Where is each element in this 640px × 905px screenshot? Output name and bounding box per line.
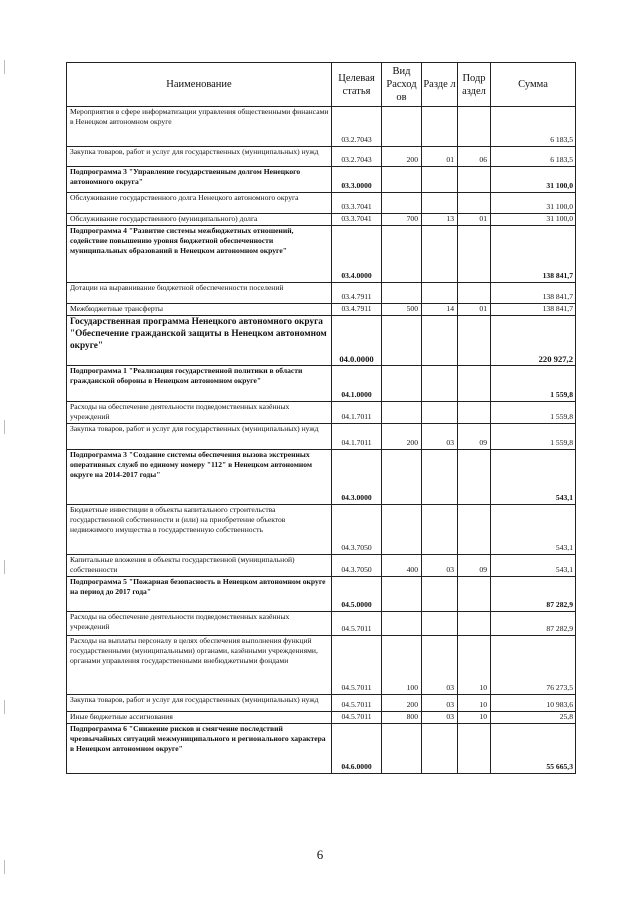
row-subsection xyxy=(458,316,491,366)
row-amount: 138 841,7 xyxy=(491,283,576,304)
row-name: Межбюджетные трансферты xyxy=(67,304,332,316)
row-section xyxy=(422,577,458,612)
row-name: Мероприятия в сфере информатизации управления общественными финансами в Ненецком автономном округе xyxy=(67,107,332,147)
row-target-article: 04.0.0000 xyxy=(332,316,382,366)
row-amount: 25,8 xyxy=(491,712,576,724)
row-name: Расходы на выплаты персоналу в целях обеспечения выполнения функций государственными (муниципальными) органами, казёнными учреждениями, органами управления государственными внебюджетными фондами xyxy=(67,636,332,695)
table-row xyxy=(67,107,576,147)
row-name: Обслуживание государственного (муниципального) долга xyxy=(67,214,332,226)
row-section xyxy=(422,366,458,402)
row-name: Закупка товаров, работ и услуг для государственных (муниципальных) нужд xyxy=(67,147,332,167)
row-name: Бюджетные инвестиции в объекты капитального строительства государственной собственности и (или) на приобретение объектов недвижимого имущества в государственную собственность xyxy=(67,505,332,555)
row-expense-kind xyxy=(382,226,422,283)
row-amount: 87 282,9 xyxy=(491,612,576,636)
row-amount: 543,1 xyxy=(491,450,576,505)
row-expense-kind xyxy=(382,167,422,193)
row-expense-kind xyxy=(382,283,422,304)
row-target-article: 04.3.7050 xyxy=(332,555,382,577)
row-expense-kind: 700 xyxy=(382,214,422,226)
row-amount: 6 183,5 xyxy=(491,107,576,147)
row-subsection: 10 xyxy=(458,636,491,695)
table-row xyxy=(67,636,576,695)
row-section: 03 xyxy=(422,636,458,695)
table-row xyxy=(67,283,576,304)
row-amount: 543,1 xyxy=(491,555,576,577)
row-name: Подпрограмма 3 "Создание системы обеспечения вызова экстренных оперативных служб по единому номеру "112" в Ненецком автономном округе на 2014-2017 годы" xyxy=(67,450,332,505)
row-section: 03 xyxy=(422,555,458,577)
header-section: Разде л xyxy=(422,63,458,107)
table-row xyxy=(67,724,576,774)
row-expense-kind xyxy=(382,505,422,555)
row-amount: 10 983,6 xyxy=(491,695,576,712)
row-name: Закупка товаров, работ и услуг для государственных (муниципальных) нужд xyxy=(67,695,332,712)
row-expense-kind xyxy=(382,577,422,612)
row-expense-kind: 800 xyxy=(382,712,422,724)
row-section xyxy=(422,612,458,636)
row-section xyxy=(422,283,458,304)
row-target-article: 04.3.7050 xyxy=(332,505,382,555)
table-row xyxy=(67,450,576,505)
row-target-article: 03.3.7041 xyxy=(332,214,382,226)
budget-table xyxy=(66,62,576,774)
row-subsection: 01 xyxy=(458,214,491,226)
table-row xyxy=(67,695,576,712)
row-subsection xyxy=(458,193,491,214)
table-row xyxy=(67,167,576,193)
row-target-article: 04.5.0000 xyxy=(332,577,382,612)
scan-edge-mark xyxy=(4,700,5,714)
row-target-article: 04.1.0000 xyxy=(332,366,382,402)
table-row xyxy=(67,366,576,402)
row-subsection: 01 xyxy=(458,304,491,316)
table-row xyxy=(67,316,576,366)
row-expense-kind: 200 xyxy=(382,147,422,167)
row-name: Подпрограмма 3 "Управление государственным долгом Ненецкого автономного округа" xyxy=(67,167,332,193)
row-target-article: 03.4.0000 xyxy=(332,226,382,283)
scan-edge-mark xyxy=(4,60,5,74)
row-amount: 6 183,5 xyxy=(491,147,576,167)
scan-edge-mark xyxy=(4,560,5,574)
row-subsection xyxy=(458,107,491,147)
table-row xyxy=(67,712,576,724)
table-row xyxy=(67,555,576,577)
row-target-article: 03.2.7043 xyxy=(332,147,382,167)
row-name: Иные бюджетные ассигнования xyxy=(67,712,332,724)
header-subsection: Подр аздел xyxy=(458,63,491,107)
row-amount: 220 927,2 xyxy=(491,316,576,366)
row-subsection xyxy=(458,505,491,555)
row-expense-kind xyxy=(382,612,422,636)
row-expense-kind xyxy=(382,402,422,424)
row-target-article: 03.2.7043 xyxy=(332,107,382,147)
table-row xyxy=(67,424,576,450)
row-expense-kind xyxy=(382,366,422,402)
row-expense-kind: 400 xyxy=(382,555,422,577)
row-expense-kind xyxy=(382,316,422,366)
header-name: Наименование xyxy=(67,63,332,107)
row-subsection: 10 xyxy=(458,712,491,724)
row-name: Обслуживание государственного долга Ненецкого автономного округа xyxy=(67,193,332,214)
row-subsection xyxy=(458,450,491,505)
row-name: Расходы на обеспечение деятельности подведомственных казённых учреждений xyxy=(67,612,332,636)
table-row xyxy=(67,577,576,612)
table-header-row xyxy=(67,63,576,107)
row-section xyxy=(422,226,458,283)
row-section xyxy=(422,402,458,424)
row-subsection: 10 xyxy=(458,695,491,712)
row-name: Закупка товаров, работ и услуг для государственных (муниципальных) нужд xyxy=(67,424,332,450)
row-amount: 76 273,5 xyxy=(491,636,576,695)
row-expense-kind: 500 xyxy=(382,304,422,316)
row-subsection xyxy=(458,283,491,304)
header-expense-kind: Вид Расход ов xyxy=(382,63,422,107)
row-section xyxy=(422,316,458,366)
row-target-article: 04.6.0000 xyxy=(332,724,382,774)
row-target-article: 04.5.7011 xyxy=(332,636,382,695)
row-name: Подпрограмма 1 "Реализация государственной политики в области гражданской обороны в Ненецком автономном округе" xyxy=(67,366,332,402)
row-section: 13 xyxy=(422,214,458,226)
row-target-article: 03.4.7911 xyxy=(332,304,382,316)
row-subsection xyxy=(458,612,491,636)
row-section xyxy=(422,167,458,193)
row-name: Государственная программа Ненецкого автономного округа "Обеспечение гражданской защиты в Ненецком автономном округе" xyxy=(67,316,332,366)
row-amount: 55 665,3 xyxy=(491,724,576,774)
row-amount: 31 100,0 xyxy=(491,214,576,226)
row-amount: 1 559,8 xyxy=(491,402,576,424)
row-target-article: 03.4.7911 xyxy=(332,283,382,304)
row-amount: 138 841,7 xyxy=(491,304,576,316)
table-row xyxy=(67,214,576,226)
table-row xyxy=(67,193,576,214)
row-target-article: 04.1.7011 xyxy=(332,424,382,450)
scan-edge-mark xyxy=(4,420,5,434)
row-section xyxy=(422,193,458,214)
row-amount: 87 282,9 xyxy=(491,577,576,612)
row-subsection: 09 xyxy=(458,555,491,577)
table-row xyxy=(67,612,576,636)
row-name: Подпрограмма 5 "Пожарная безопасность в Ненецком автономном округе на период до 2017 года" xyxy=(67,577,332,612)
row-expense-kind: 200 xyxy=(382,424,422,450)
row-amount: 31 100,0 xyxy=(491,167,576,193)
row-section xyxy=(422,505,458,555)
row-target-article: 04.5.7011 xyxy=(332,712,382,724)
row-subsection xyxy=(458,402,491,424)
header-amount: Сумма xyxy=(491,63,576,107)
row-amount: 543,1 xyxy=(491,505,576,555)
row-amount: 1 559,8 xyxy=(491,424,576,450)
page-number: 6 xyxy=(316,847,324,862)
row-expense-kind: 100 xyxy=(382,636,422,695)
table-row xyxy=(67,147,576,167)
row-name: Подпрограмма 4 "Развитие системы межбюджетных отношений, содействие повышению уровня бюджетной обеспеченности муниципальных образований в Ненецком автономном округе" xyxy=(67,226,332,283)
row-name: Расходы на обеспечение деятельности подведомственных казённых учреждений xyxy=(67,402,332,424)
row-section: 14 xyxy=(422,304,458,316)
row-expense-kind xyxy=(382,193,422,214)
row-expense-kind xyxy=(382,107,422,147)
row-subsection: 06 xyxy=(458,147,491,167)
row-name: Капитальные вложения в объекты государственной (муниципальной) собственности xyxy=(67,555,332,577)
row-amount: 31 100,0 xyxy=(491,193,576,214)
row-expense-kind: 200 xyxy=(382,695,422,712)
row-section xyxy=(422,107,458,147)
row-section: 03 xyxy=(422,424,458,450)
row-expense-kind xyxy=(382,724,422,774)
row-subsection xyxy=(458,577,491,612)
row-target-article: 04.5.7011 xyxy=(332,612,382,636)
row-subsection xyxy=(458,366,491,402)
table-row xyxy=(67,505,576,555)
table-row xyxy=(67,226,576,283)
row-subsection xyxy=(458,724,491,774)
row-amount: 138 841,7 xyxy=(491,226,576,283)
row-target-article: 03.3.0000 xyxy=(332,167,382,193)
row-target-article: 03.3.7041 xyxy=(332,193,382,214)
row-target-article: 04.5.7011 xyxy=(332,695,382,712)
row-section: 03 xyxy=(422,695,458,712)
row-name: Дотации на выравнивание бюджетной обеспеченности поселений xyxy=(67,283,332,304)
row-name: Подпрограмма 6 "Снижение рисков и смягчение последствий чрезвычайных ситуаций межмуниципального и регионального характера в Ненецком автономном округе" xyxy=(67,724,332,774)
table-row xyxy=(67,402,576,424)
row-target-article: 04.1.7011 xyxy=(332,402,382,424)
row-subsection xyxy=(458,226,491,283)
row-section xyxy=(422,724,458,774)
row-target-article: 04.3.0000 xyxy=(332,450,382,505)
row-section xyxy=(422,450,458,505)
header-target-article: Целевая статья xyxy=(332,63,382,107)
row-amount: 1 559,8 xyxy=(491,366,576,402)
row-section: 01 xyxy=(422,147,458,167)
table-row xyxy=(67,304,576,316)
row-section: 03 xyxy=(422,712,458,724)
row-expense-kind xyxy=(382,450,422,505)
row-subsection: 09 xyxy=(458,424,491,450)
row-subsection xyxy=(458,167,491,193)
